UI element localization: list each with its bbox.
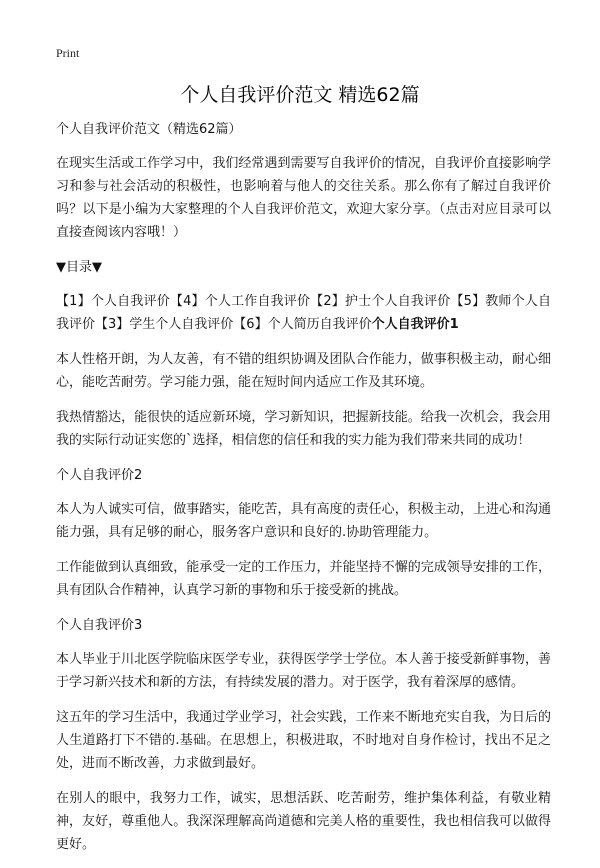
toc-link-2[interactable]: 【2】护士个人自我评价 [310,294,451,309]
toc-link-1[interactable]: 【1】个人自我评价 [56,294,170,309]
toc-paragraph [56,290,551,336]
section-3-paragraph-1: 本人毕业于川北医学院临床医学专业，获得医学学士学位。本人善于接受新鲜事物，善于学习新兴技术和新的方法，有持续发展的潜力。对于医学，我有着深厚的感情。 [56,652,551,690]
section-heading-1: 个人自我评价1 [371,317,459,332]
section-3-paragraph-2: 这五年的学习生活中，我通过学业学习，社会实践，工作来不断地充实自我，为日后的人生道路打下不错的.基础。在思想上，积极进取，不时地对自身作检讨，找出不足之处，进而不断改善，力求做到最好。 [56,710,551,771]
print-label[interactable]: Print [56,46,80,60]
section-1-paragraph-1: 本人性格开朗，为人友善，有不错的组织协调及团队合作能力，做事积极主动，耐心细心，能吃苦耐劳。学习能力强，能在短时间内适应工作及其环境。 [56,352,551,390]
page-title: 个人自我评价范文 精选62篇 [180,84,420,106]
toc-link-6[interactable]: 【6】个人简历自我评价 [233,317,372,332]
section-2-paragraph-2: 工作能做到认真细致，能承受一定的工作压力，并能坚持不懈的完成领导安排的工作，具有团队合作精神，认真学习新的事物和乐于接受新的挑战。 [56,560,551,598]
section-heading-2: 个人自我评价2 [56,468,143,483]
document-body [56,118,551,868]
document-subtitle: 个人自我评价范文（精选62篇） [56,122,242,137]
section-3-paragraph-3: 在别人的眼中，我努力工作，诚实，思想活跃、吃苦耐劳，维护集体利益，有敬业精神，友好，尊重他人。我深深理解高尚道德和完美人格的重要性，我也相信我可以做得更好。 [56,791,551,852]
section-heading-3: 个人自我评价3 [56,618,143,633]
section-1-paragraph-2: 我热情豁达，能很快的适应新环境，学习新知识，把握新技能。给我一次机会，我会用我的实际行动证实您的`选择，相信您的信任和我的实力能为我们带来共同的成功！ [56,410,551,448]
toc-heading: ▼目录▼ [56,260,102,275]
section-2-paragraph-1: 本人为人诚实可信，做事踏实，能吃苦，具有高度的责任心，积极主动，上进心和沟通能力强，具有足够的耐心，服务客户意识和良好的.协助管理能力。 [56,502,551,540]
toc-link-5[interactable]: 【5】教师个人自我评价 [56,294,551,332]
toc-link-4[interactable]: 【4】个人工作自我评价 [169,294,311,309]
intro-paragraph: 在现实生活或工作学习中，我们经常遇到需要写自我评价的情况，自我评价直接影响学习和参与社会活动的积极性，也影响着与他人的交往关系。那么你有了解过自我评价吗？以下是小编为大家整理的个人自我评价范文，欢迎大家分享。（点击对应目录可以直接查阅该内容哦！） [56,156,551,240]
toc-link-3[interactable]: 【3】学生个人自我评价 [95,317,234,332]
